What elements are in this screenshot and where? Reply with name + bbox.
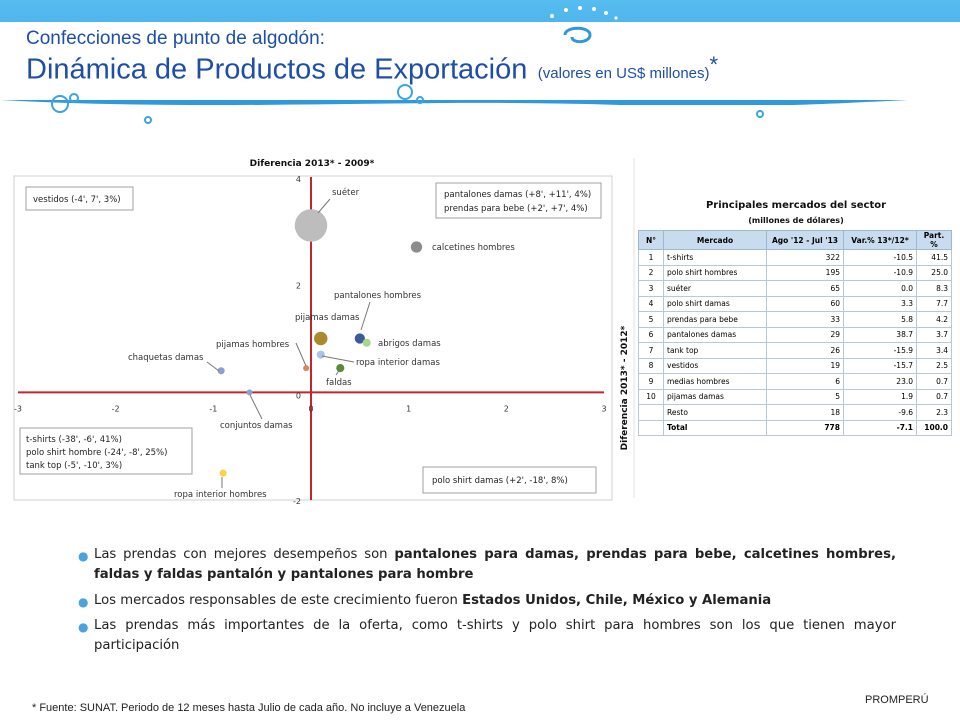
col-header-part: Part. % (917, 231, 952, 250)
cell-mercado: suéter (664, 281, 767, 297)
scatter-point (411, 241, 422, 252)
annotation-vestidos: vestidos (-4', 7', 3%) (33, 195, 121, 205)
cell-mercado: Total (664, 420, 767, 436)
cell-var: 38.7 (844, 327, 917, 343)
cell-var: 1.9 (844, 389, 917, 405)
scatter-point (317, 351, 325, 359)
cell-num: 8 (639, 358, 664, 374)
cell-var: 0.0 (844, 281, 917, 297)
bullet-item (78, 616, 896, 656)
table-row (639, 358, 952, 374)
annotation-pantalones-damas: pantalones damas (+8', +11', 4%) (444, 190, 592, 200)
label-calcetines-hombres: calcetines hombres (432, 243, 515, 253)
bullet-item (78, 591, 896, 611)
cell-mercado: pantalones damas (664, 327, 767, 343)
y-tick-label: 0 (295, 391, 301, 401)
cell-mercado: polo shirt damas (664, 296, 767, 312)
annotation-polo-shirt-hombre: polo shirt hombre (-24', -8', 25%) (26, 448, 168, 458)
annotation-t-shirts: t-shirts (-38', -6', 41%) (26, 435, 122, 445)
cell-periodo: 19 (767, 358, 844, 374)
cell-var: -10.5 (844, 250, 917, 266)
col-header-var: Var.% 13*/12* (844, 231, 917, 250)
cell-part: 25.0 (917, 265, 952, 281)
scatter-point (336, 364, 344, 372)
label-abrigos-damas: abrigos damas (378, 339, 441, 349)
cell-var: 5.8 (844, 312, 917, 328)
slide-subtitle: Confecciones de punto de algodón: (26, 28, 325, 49)
x-tick-label: 1 (406, 404, 412, 414)
leader-ropa-interior-damas (322, 356, 354, 362)
scatter-point (314, 332, 327, 345)
slide-title: Dinámica de Productos de Exportación (26, 53, 528, 86)
footnote: * Fuente: SUNAT. Periodo de 12 meses hasta Julio de cada año. No incluye a Venezuela (32, 702, 466, 714)
label-pijamas-damas: pijamas damas (295, 313, 360, 323)
bullet-text: Los mercados responsables de este crecimiento fueron (94, 592, 463, 608)
scatter-point (246, 389, 252, 395)
cell-num: 9 (639, 374, 664, 390)
bullet-text: Las prendas más importantes de la oferta, como t-shirts y polo shirt para hombres son los que tienen mayor participación (94, 618, 896, 654)
scatter-point (303, 365, 309, 371)
cell-num: 5 (639, 312, 664, 328)
cell-periodo: 65 (767, 281, 844, 297)
cell-periodo: 322 (767, 250, 844, 266)
cell-mercado: vestidos (664, 358, 767, 374)
slide-units: (valores en US$ millones) (537, 65, 710, 83)
cell-mercado: polo shirt hombres (664, 265, 767, 281)
cell-num (639, 405, 664, 421)
leader-pijamas-hombres (296, 343, 306, 366)
cell-periodo: 6 (767, 374, 844, 390)
annotation-polo-shirt-damas: polo shirt damas (+2', -18', 8%) (432, 476, 568, 486)
table-row (639, 327, 952, 343)
cell-periodo: 60 (767, 296, 844, 312)
leader-sueter (318, 199, 330, 213)
label-ropa-interior-damas: ropa interior damas (356, 358, 440, 368)
leader-chaquetas-damas (207, 362, 219, 371)
cell-num: 4 (639, 296, 664, 312)
table-row (639, 312, 952, 328)
label-conjuntos-damas: conjuntos damas (220, 421, 293, 431)
cell-part: 3.4 (917, 343, 952, 359)
chart-title: Diferencia 2013* - 2009* (249, 159, 375, 169)
cell-part: 3.7 (917, 327, 952, 343)
table-row (639, 296, 952, 312)
y-tick-label: 4 (295, 175, 301, 184)
cell-part: 0.7 (917, 389, 952, 405)
label-faldas: faldas (326, 378, 352, 388)
cell-mercado: pijamas damas (664, 389, 767, 405)
cell-mercado: tank top (664, 343, 767, 359)
scatter-point (295, 209, 328, 242)
slide-star: * (709, 52, 719, 77)
cell-part: 2.3 (917, 405, 952, 421)
cell-num: 2 (639, 265, 664, 281)
col-header-mercado: Mercado (664, 231, 767, 250)
label-ropa-interior-hombres: ropa interior hombres (174, 490, 267, 500)
cell-part: 8.3 (917, 281, 952, 297)
cell-mercado: medias hombres (664, 374, 767, 390)
bullet-dot-icon: ● (78, 620, 89, 635)
y-tick-label: 2 (295, 281, 301, 291)
cell-periodo: 26 (767, 343, 844, 359)
annotation-tank-top: tank top (-5', -10', 3%) (26, 461, 123, 471)
markets-table (638, 230, 952, 436)
cell-periodo: 29 (767, 327, 844, 343)
bullet-dot-icon: ● (78, 549, 89, 563)
cell-num: 6 (639, 327, 664, 343)
cell-num: 3 (639, 281, 664, 297)
bullet-list (78, 545, 896, 662)
cell-var: 23.0 (844, 374, 917, 390)
cell-num (639, 420, 664, 436)
cell-num: 1 (639, 250, 664, 266)
bullet-dot-icon: ● (78, 594, 89, 609)
label-pantalones-hombres: pantalones hombres (334, 291, 422, 301)
label-sueter: suéter (332, 188, 360, 198)
label-chaquetas-damas: chaquetas damas (128, 353, 204, 363)
cell-var: -15.9 (844, 343, 917, 359)
scatter-point (220, 470, 227, 477)
cell-periodo: 5 (767, 389, 844, 405)
cell-var: -15.7 (844, 358, 917, 374)
cell-num: 10 (639, 389, 664, 405)
table-row (639, 374, 952, 390)
col-header-periodo: Ago '12 - Jul '13 (767, 231, 844, 250)
cell-var: -7.1 (844, 420, 917, 436)
markets-table-panel (638, 200, 954, 436)
brand-label: PROMPERÚ (865, 694, 929, 706)
table-subtitle: (millones de dólares) (748, 216, 844, 225)
cell-num: 7 (639, 343, 664, 359)
y2-axis-label: Diferencia 2013* - 2012* (620, 325, 630, 451)
leader-pantalones-hombres (361, 302, 370, 330)
cell-mercado: t-shirts (664, 250, 767, 266)
cell-periodo: 33 (767, 312, 844, 328)
cell-part: 41.5 (917, 250, 952, 266)
cell-periodo: 195 (767, 265, 844, 281)
table-row (639, 420, 952, 436)
table-header-row (639, 231, 952, 250)
cell-var: 3.3 (844, 296, 917, 312)
x-tick-label: 3 (601, 404, 607, 414)
table-title: Principales mercados del sector (705, 200, 887, 211)
cell-periodo: 18 (767, 405, 844, 421)
cell-var: -10.9 (844, 265, 917, 281)
cell-mercado: prendas para bebe (664, 312, 767, 328)
table-row (639, 265, 952, 281)
table-row (639, 389, 952, 405)
table-row (639, 250, 952, 266)
x-tick-label: -1 (209, 404, 218, 414)
x-tick-label: 0 (308, 404, 314, 414)
x-tick-label: -3 (14, 404, 22, 414)
cell-part: 100.0 (917, 420, 952, 436)
cell-part: 2.5 (917, 358, 952, 374)
cell-periodo: 778 (767, 420, 844, 436)
bullet-bold: Estados Unidos, Chile, México y Alemania (462, 592, 772, 608)
cell-part: 4.2 (917, 312, 952, 328)
cell-part: 0.7 (917, 374, 952, 390)
bullet-item (78, 545, 896, 585)
scatter-point (363, 339, 371, 347)
y-tick-label: -2 (293, 497, 301, 506)
table-row (639, 281, 952, 297)
bullet-bold: pantalones para damas, prendas para bebe, calcetines hombres, faldas y faldas pantalón y pantalones para hombre (94, 547, 896, 582)
leader-conjuntos-damas (250, 395, 262, 419)
annotation-prendas-bebe: prendas para bebe (+2', +7', 4%) (444, 204, 588, 214)
bullet-text: Las prendas con mejores desempeños son (94, 547, 395, 562)
cell-mercado: Resto (664, 405, 767, 421)
table-row (639, 405, 952, 421)
cell-part: 7.7 (917, 296, 952, 312)
table-row (639, 343, 952, 359)
cell-var: -9.6 (844, 405, 917, 421)
label-pijamas-hombres: pijamas hombres (216, 340, 290, 350)
col-header-num: N° (639, 231, 664, 250)
x-tick-label: -2 (111, 404, 120, 414)
x-tick-label: 2 (503, 404, 509, 414)
